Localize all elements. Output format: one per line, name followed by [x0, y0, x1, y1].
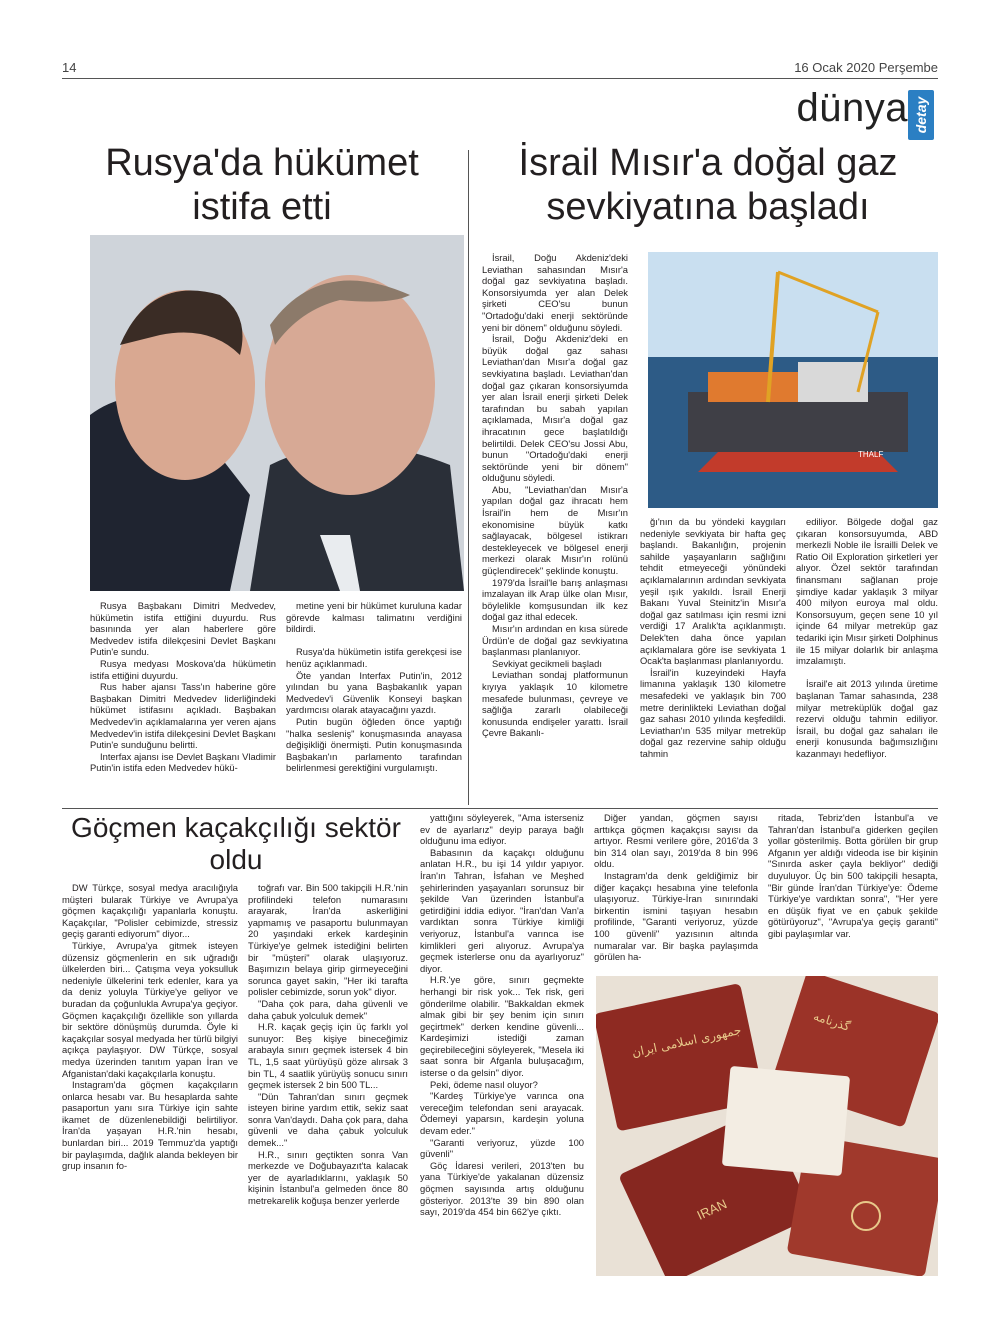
migrant-text-col4: Diğer yandan, göçmen sayısı arttıkça göçmen kaçakçısı sayısı da artıyor. Resmi verilere göre, 2016'da 3 bin 314 olan sayı, 2019'da 8 bin 996 oldu. Instagram'da denk geldiğimiz bir diğer kaçakçı hesabına yine telefonla ulaşıyoruz. Türkiye-İran sınırındaki birkentin ismini taşıyan hesabın profilinde, "Garanti veriyoruz, yüzde 100 güvenli" yazısının altında numaralar var. Bir başka paylaşımda görülen ha-: [594, 812, 758, 963]
migrant-text-col3: yattığını söyleyerek, "Ama isterseniz ev de ayarlarız" deyip paraya bağlı olduğunu ima ediyor. Babasının da kaçakçı olduğunu anlatan H.R., bu işi 14 yıldır yapıyor. İran'ın Tahran, İsfahan ve Meşhed şehirlerinden yaşayanları sorunsuz bir şekilde Van üzerinden İstanbul'a getirdiğini iddia ediyor. "İran'dan Van'a vardıktan sonra Türkiye kimliği veriyoruz, İstanbul'a varınca ise kimlikleri geri alıyoruz. Avrupa'ya geçmek isterlerse onu da ayarlıyoruz" diyor. H.R.'ye göre, sınırı geçmekte herhangi bir risk yok... Tek risk, geri gönderilme olabilir. "Bakkaldan ekmek almak gibi bir şey benim için sınırı geçirtmek" derken kendine güvenli... Kardeşimizi istediği zaman geçirebileceğini söyleyerek, "Mesela iki saat sonra bir Afganla buluşacağım, isterse o da gelsin" diyor. Peki, ödeme nasıl oluyor? "Kardeş Türkiye'ye varınca ona vereceğim telefondan seni arayacak. Ödemeyi yaparsın, kardeşin yoluna devam eder." "Garanti veriyoruz, yüzde 100 güvenli" Göç İdaresi verileri, 2013'ten bu yana Türkiye'de yakalanan düzensiz göçmen sayısında artış olduğunu gösteriyor. 2013'te 39 bin 890 olan sayı, 2019'da 454 bin 662'ye çıktı.: [420, 812, 584, 1218]
article-headline-israel: İsrail Mısır'a doğal gaz sevkiyatına başladı: [518, 142, 898, 228]
russia-text-col2: metine yeni bir hükümet kuruluna kadar görevde kalması talimatını verdiğini bildirdi. Rusya'da hükümetin istifa gerekçesi ise henüz açıklanmadı. Öte yandan Interfax Putin'in, 2012 yılından bu yana Başbakanlık yapan Medvedev'i Güvenlik Konseyi başkan yardımcısı olarak atayacağını yazdı. Putin bugün öğleden önce yaptığı "halka sesleniş" konuşmasında anayasa değişikliği önermişti. Putin konuşmasında Başbakan'ın parlamento tarafından belirlenmesi gerektiğini vurgulamıştı.: [286, 600, 462, 774]
migrant-text-col1: DW Türkçe, sosyal medya aracılığıyla müşteri bularak Türkiye ve Avrupa'ya göçmen kaçakçılığı yapanlarla konuştu. Kaçakçılar, "Polisler cebimizde, stressiz geçiş garanti ediyorum" diyor... Türkiye, Avrupa'ya gitmek isteyen düzensiz göçmenlerin en sık uğradığı ülkelerden biri... Çatışma veya yoksulluk nedeniyle ülkelerini terk edenler, kara ya da deniz yoluyla Türkiye'ye geliyor ve buradan da çoğunlukla Avrupa'ya geçiyor. Göçmen kaçakçılığı özellikle son yıllarda bir sektöre dönüşmüş durumda. Öyle ki kaçakçılar sosyal medyada her türlü bilgiyi açıkça paylaşıyor. DW Türkçe, sosyal medya üzerinden tanıtım yapan İran ve Afganistan'daki kaçakçılarla konuştu. Instagram'da göçmen kaçakçıların onlarca hesabı var. Bu hesaplarda sahte pasaportun yanı sıra Türkiye için sahte ikamet de düzenlenebildiği belirtiliyor. İran'da yaşayan H.R.'nin hesabı, bunlardan biri... 2019 Temmuz'da yaptığı bir paylaşımda, dağlık alanda bekleyen bir grup insanın fo-: [62, 882, 238, 1172]
gas-platform-photo: [648, 252, 938, 508]
iranian-passports-photo: [596, 976, 938, 1276]
migrant-text-col5: ritada, Tebriz'den İstanbul'a ve Tahran'dan İstanbul'a giderken geçilen yollar gösterilmiş. Botta görülen bir grup Afganın yer aldığı videoda ise bir kişinin "Sınırda asker çayla bekliyor" dediği duyuluyor. Üç bin 500 takipçili hesapta, "Bir günde İran'dan Türkiye'ye: Ödeme Türkiye'ye vardıktan sonra", "Her yere en düşük fiyat ve en çabuk şekilde götürüyoruz", "Avrupa'ya geçiş garanti" gibi paylaşımlar var.: [768, 812, 938, 939]
israel-text-col2: ğı'nın da bu yöndeki kaygıları nedeniyle sevkiyata bir hafta geç başlandı. Bakanlığın, projenin sahilde yaşayanların sağlığını tehdit etmeyeceği yönündeki açıklamalarının ardından sevkiyata yeşil ışık yakıldı. İsrail Enerji Bakanı Yuval Steinitz'in Mısır'a doğal gaz satılması için resmi izni verdiği 17 Aralık'ta açıklanmıştı. Delek'ten daha önce yapılan açıklamalara göre ise sevkiyata 1 Ocak'ta başlanması planlanıyordu. İsrail'in kuzeyindeki Hayfa limanına yaklaşık 130 kilometre mesafedeki ve yaklaşık bin 700 metre derinlikteki Leviathan doğal gaz sahası 2010 yılında keşfedildi. Leviathan'ın 535 milyar metreküp doğal gaz rezervine sahip olduğu tahmin: [640, 516, 786, 759]
passport-line3: IRAN: [694, 1196, 730, 1223]
israel-text-col1: İsrail, Doğu Akdeniz'deki Leviathan sahasından Mısır'a doğal gaz sevkiyatına başladı. Konsorsiyumda yer alan Delek şirketi CEO'su bunun "Ortadoğu'daki enerji sektöründe yeni bir dönem" olduğunu söyledi. İsrail, Doğu Akdeniz'deki en büyük doğal gaz sahası Leviathan'dan Mısır'a doğal gaz sevkiyatına başladı. Leviathan'dan doğal gaz çıkaran konsorsiyumda yer alan İsrail enerji şirketi Delek tarafından bu sabah yapılan açıklamada, Mısır'a doğal gaz ihracatının gece başlatıldığı belirtildi. Delek CEO'su Jossi Abu, bunun "Ortadoğu'daki enerji sektöründe yeni bir dönem" olduğunu söyledi. Abu, "Leviathan'dan Mısır'a yapılan doğal gaz ihracatı hem İsrail'in hem de Mısır'ın ekonomisine büyük katkı sağlayacak, bölgesel istikrarı destekleyecek ve bölgesel enerji merkezi olarak Mısır'ın rolünü güçlendirecek" şeklinde konuştu. 1979'da İsrail'le barış anlaşması imzalayan ilk Arap ülke olan Mısır, böylelikle komşusundan ilk kez doğal gaz ithal edecek. Mısır'ın ardından en kısa sürede Ürdün'e de doğal gaz sevkiyatına başlanması planlanıyor. Sevkiyat gecikmeli başladı Leviathan sondaj platformunun kıyıya yaklaşık 10 kilometre mesafede bulunması, çevreye ve sağlığa zararlı olabileceği konusunda endişeler yarattı. İsrail Çevre Bakanlı-: [482, 252, 628, 739]
israel-text-col3: ediliyor. Bölgede doğal gaz çıkaran konsorsuyumda, ABD merkezli Noble ile İsrailli Delek ve Ratio Oil Exploration şirketleri yer alıyor. Özel sektör tarafından finansmanı sağlanan proje şimdiye kadar yaklaşık 3 milyar 400 milyon euroya mal oldu. Konsorsuyum, geçen sene 10 yıl içinde 64 milyar metreküp gaz tedariki için Mısır şirketi Dolphinus ile 15 milyar dolarlık bir anlaşma imzalamıştı. İsrail'e ait 2013 yılında üretime başlanan Tamar sahasında, 238 milyar metreküplük doğal gaz rezervi olduğu tahmin ediliyor. İsrail, bu doğal gaz sahaları ile enerji konusunda bağımsızlığını kazanmayı hedefliyor.: [796, 516, 938, 759]
page-number: 14: [62, 60, 77, 75]
rig-label: THALF: [858, 450, 884, 459]
section-title: dünya: [796, 86, 908, 130]
column-divider: [468, 150, 469, 805]
detay-logo: [908, 90, 934, 140]
passport-line1: جمهوری اسلامی ایران: [630, 1022, 743, 1060]
article-headline-russia: Rusya'da hükümet istifa etti: [105, 142, 419, 228]
article-headline-migrant: Göçmen kaçakçılığı sektör oldu: [71, 812, 401, 876]
migrant-text-col2: toğrafı var. Bin 500 takipçili H.R.'nin profilindeki telefon numarasını arayarak, İran'da askerliğini yapmamış ve pasaportu bulunmayan 20 yaşındaki erkek kardeşinin Türkiye'ye gelmek istediğini belirten bir "müşteri" olarak ulaşıyoruz. Başımızın belaya girip girmeyeceğini sorunca gayet sakin, "Her iki tarafta polisler cebimizde, sorun yok" diyor. "Daha çok para, daha güvenli ve daha çabuk yolculuk demek" H.R. kaçak geçiş için üç farklı yol sunuyor: Beş kişiye bineceğimiz arabayla sınırı geçmek istersek 4 bin TL, 1,5 saat yürüyüşü göze alırsak 3 bin TL, 4 saatlik yürüyüş sonucu sınırı geçmek istersek 2 bin 500 TL... "Dün Tahran'dan sınırı geçmek isteyen birine yardım ettik, sekiz saat sonra Van'daydı. Daha çok para, daha güvenli ve daha çabuk yolculuk demek..." H.R., sınırı geçtikten sonra Van merkezde ve Doğubayazıt'ta kalacak yer de ayarladıklarını, yaklaşık 50 kişinin İstanbul'a gelmeden önce 80 metrekarelik koğuşa benzer yerlerde: [248, 882, 408, 1207]
medvedev-putin-photo: [90, 235, 464, 591]
section-divider: [62, 808, 938, 809]
header-rule: [62, 78, 938, 79]
passport-line2: گذرنامه: [811, 1008, 852, 1034]
issue-date: 16 Ocak 2020 Perşembe: [794, 60, 938, 75]
russia-text-col1: Rusya Başbakanı Dimitri Medvedev, hükümetin istifa ettiğini duyurdu. Rus basınında yer alan haberlere göre Medvedev istifa dilekçesini Devlet Başkanı Putin'e sundu. Rusya medyası Moskova'da hükümetin istifa ettiğini duyurdu. Rus haber ajansı Tass'ın haberine göre Başbakan Dimitri Medvedev liderliğindeki hükümet istifasını açıkladı. Başbakan Medvedev'in açıklamalarına yer veren ajans Medvedev'in istifa dilekçesini Devlet Başkanı Putin'e sunduğunu belirtti. Interfax ajansı ise Devlet Başkanı Vladimir Putin'in istifa eden Medvedev hükü-: [90, 600, 276, 774]
logo-text: detay: [913, 96, 929, 134]
